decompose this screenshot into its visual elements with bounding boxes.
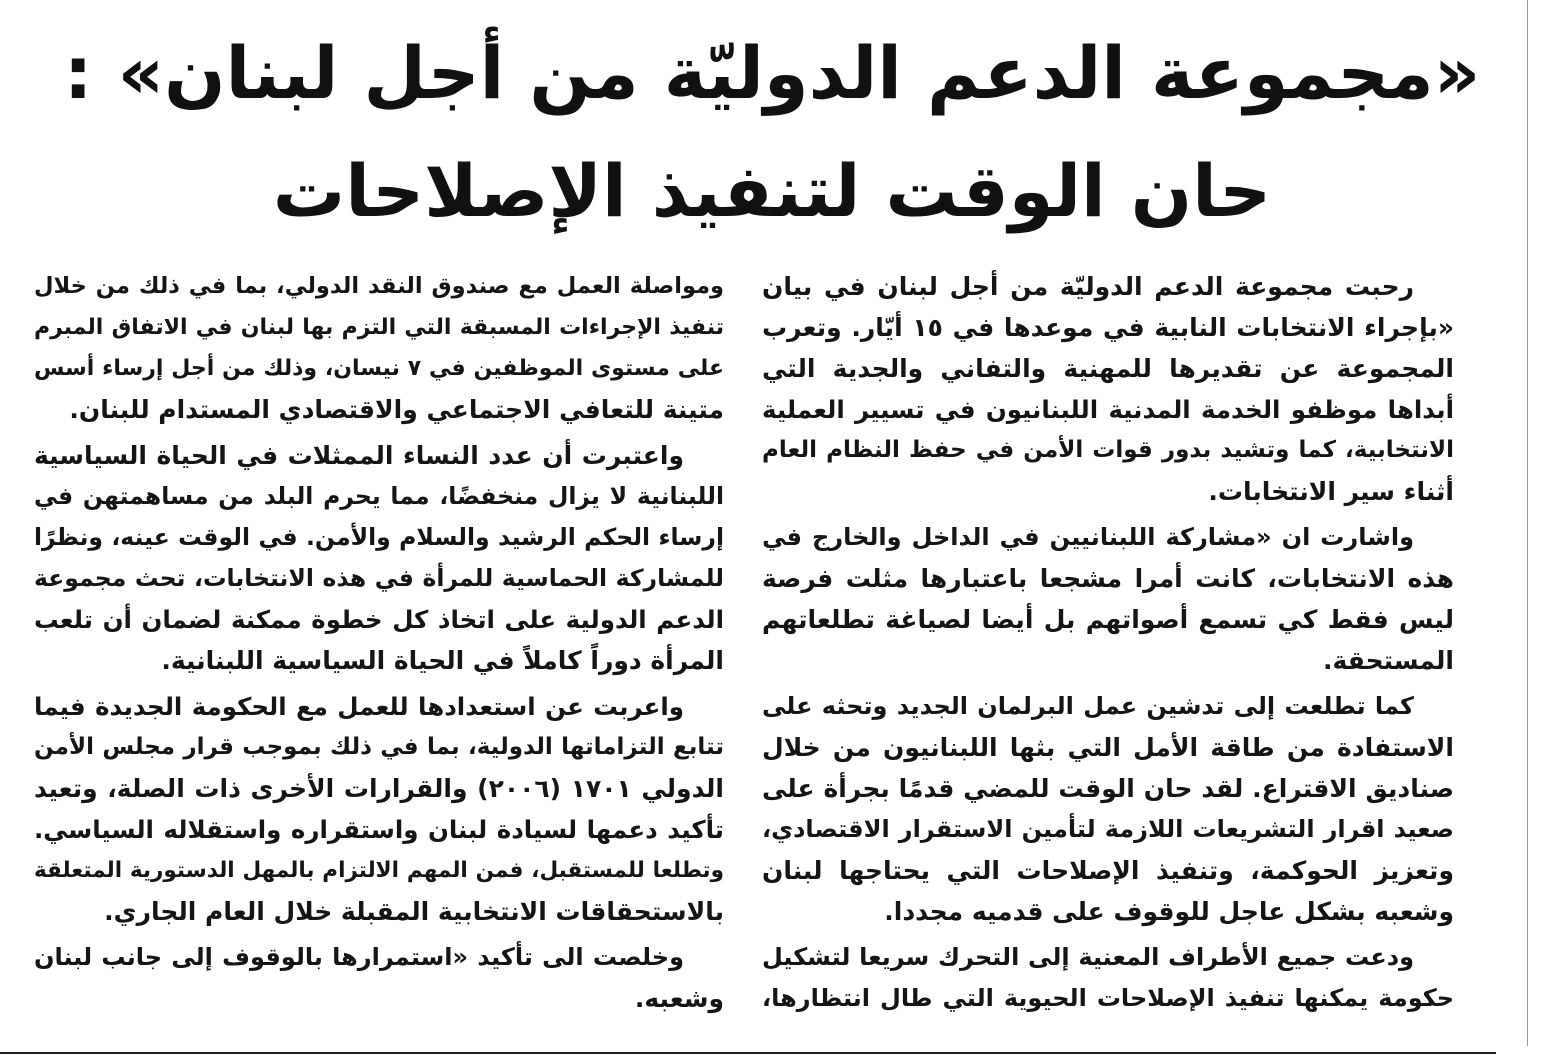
article-line: واعتبرت أن عدد النساء الممثلات في الحياة السياسية [34, 441, 684, 470]
headline-line-1: «مجموعة الدعم الدوليّة من أجل لبنان» : [63, 31, 1481, 115]
article-line: على مستوى الموظفين في ٧ نيسان، وذلك من أجل إرساء أسس [34, 356, 724, 381]
article-line: تنفيذ الإجراءات المسبقة التي التزم بها لبنان في الاتفاق المبرم [34, 315, 724, 340]
article-line: ومواصلة العمل مع صندوق النقد الدولي، بما في ذلك من خلال [34, 273, 724, 299]
article-line: حكومة يمكنها تنفيذ الإصلاحات الحيوية التي طال انتظارها، [762, 984, 1454, 1012]
article-column-left [34, 266, 724, 1024]
article-line: ودعت جميع الأطراف المعنية إلى التحرك سريعا لتشكيل [762, 943, 1414, 971]
article-line: وشعبه. [634, 984, 724, 1013]
article-line: متينة للتعافي الاجتماعي والاقتصادي المستدام للبنان. [69, 395, 724, 424]
article-line: رحبت مجموعة الدعم الدوليّة من أجل لبنان في بيان [762, 272, 1414, 301]
article-line: المرأة دوراً كاملاً في الحياة السياسية اللبنانية. [161, 646, 724, 675]
article-line: وخلصت الى تأكيد «استمرارها بالوقوف إلى جانب لبنان [34, 943, 684, 971]
headline-line-2: حان الوقت لتنفيذ الإصلاحات [272, 149, 1272, 233]
paragraph [34, 686, 724, 932]
article-line: هذه الانتخابات، كانت أمرا مشجعا باعتبارها مثلت فرصة [762, 564, 1454, 593]
paragraph [34, 266, 724, 430]
article-line: واعربت عن استعدادها للعمل مع الحكومة الجديدة فيما [34, 692, 684, 721]
article-line: الانتخابية، كما وتشيد بدور قوات الأمن في حفظ النظام العام [762, 437, 1454, 463]
article-line: بالاستحقاقات الانتخابية المقبلة خلال العام الجاري. [104, 897, 724, 926]
paragraph [762, 266, 1454, 512]
paragraph [34, 937, 724, 1019]
frame-border [1527, 0, 1528, 1046]
article-line: الاستفادة من طاقة الأمل التي بثها اللبنانيون من خلال [762, 733, 1454, 762]
article-line: واشارت ان «مشاركة اللبنانيين في الداخل والخارج في [762, 523, 1414, 551]
article-line: الدولي ١٧٠١ (٢٠٠٦) والقرارات الأخرى ذات الصلة، وتعيد [34, 774, 724, 803]
article-line: اللبنانية لا يزال منخفضًا، مما يحرم البلد من مساهمتهن في [34, 482, 724, 510]
article-line: أبداها موظفو الخدمة المدنية اللبنانيون في تسيير العملية [762, 395, 1454, 424]
article-line: إرساء الحكم الرشيد والسلام والأمن. في الوقت عينه، ونظرًا [34, 523, 724, 551]
article-line: صعيد اقرار التشريعات اللازمة لتأمين الاستقرار الاقتصادي، [762, 815, 1454, 843]
article-line: وشعبه بشكل عاجل للوقوف على قدميه مجددا. [884, 897, 1454, 926]
article-line: المجموعة عن تقديرها للمهنية والتفاني والجدية التي [762, 354, 1454, 383]
article-line: المستحقة. [1322, 646, 1454, 675]
article-line: الدعم الدولية على اتخاذ كل خطوة ممكنة لضمان أن تلعب [34, 605, 724, 634]
article-line: «بإجراء الانتخابات النابية في موعدها في ١٥ أيّار. وتعرب [762, 313, 1454, 342]
article-line: وتعزيز الحوكمة، وتنفيذ الإصلاحات التي يحتاجها لبنان [762, 856, 1454, 885]
article-line: صناديق الاقتراع. لقد حان الوقت للمضي قدمًا بجرأة على [762, 774, 1454, 803]
article-line: للمشاركة الحماسية للمرأة في هذه الانتخابات، تحث مجموعة [34, 564, 724, 592]
article-line: أثناء سير الانتخابات. [1208, 477, 1454, 506]
article-line: ليس فقط كي تسمع أصواتهم بل أيضا لصياغة تطلعاتهم [762, 605, 1454, 634]
article-line: تأكيد دعمها لسيادة لبنان واستقراره واستقلاله السياسي. [34, 815, 724, 844]
paragraph [762, 517, 1454, 681]
headline [42, 14, 1502, 250]
article-line: وتطلعا للمستقبل، فمن المهم الالتزام بالمهل الدستورية المتعلقة [34, 858, 724, 883]
bottom-rule [0, 1052, 1496, 1054]
article-column-right [762, 266, 1454, 1024]
paragraph [762, 686, 1454, 932]
paragraph [762, 937, 1454, 1019]
article-line: كما تطلعت إلى تدشين عمل البرلمان الجديد وتحثه على [762, 692, 1414, 720]
paragraph [34, 435, 724, 681]
article-line: تتابع التزاماتها الدولية، بما في ذلك بموجب قرار مجلس الأمن [34, 734, 724, 760]
